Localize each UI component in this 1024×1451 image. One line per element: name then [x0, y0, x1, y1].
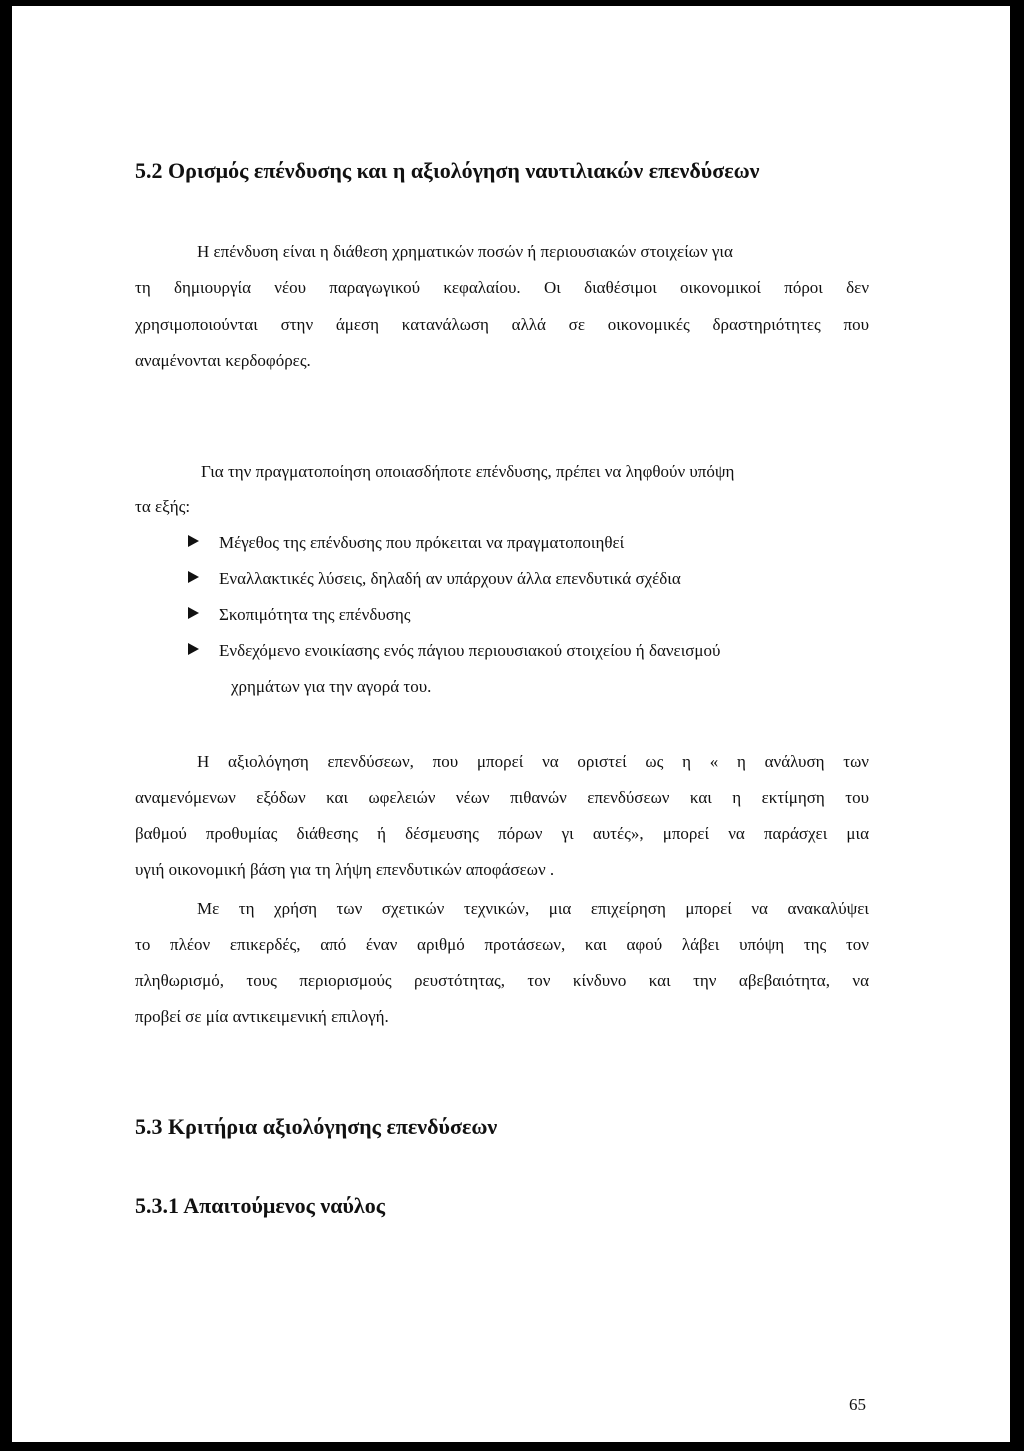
paragraph-2-line-2: τα εξής:: [135, 497, 191, 516]
bullet-item: [188, 605, 411, 625]
page-number: 65: [849, 1395, 866, 1414]
section-5-2-heading: 5.2 Ορισμός επένδυσης και η αξιολόγηση ναυτιλιακών επενδύσεων: [135, 158, 760, 183]
paragraph-1-line-2: τη δημιουργία νέου παραγωγικού κεφαλαίου. Οι διαθέσιμοι οικονομικοί πόροι δεν: [135, 278, 869, 297]
paragraph-1-line-4: αναμένονται κερδοφόρες.: [135, 351, 311, 370]
bullet-item: [188, 641, 720, 661]
bullet-text: Ενδεχόμενο ενοικίασης ενός πάγιου περιουσιακού στοιχείου ή δανεισμού: [219, 641, 721, 660]
bullet-item: [188, 533, 624, 553]
paragraph-4-line-4: προβεί σε μία αντικειμενική επιλογή.: [135, 1007, 389, 1026]
paragraph-3-line-4: υγιή οικονομική βάση για τη λήψη επενδυτικών αποφάσεων .: [135, 860, 555, 879]
section-5-3-1-heading: 5.3.1 Απαιτούμενος ναύλος: [135, 1193, 385, 1218]
section-5-3-heading: 5.3 Κριτήρια αξιολόγησης επενδύσεων: [135, 1114, 498, 1139]
bullet-continuation: χρημάτων για την αγορά του.: [231, 677, 432, 696]
bullet-text: Μέγεθος της επένδυσης που πρόκειται να πραγματοποιηθεί: [219, 533, 625, 552]
arrow-bullet-icon: [188, 535, 199, 547]
arrow-bullet-icon: [188, 643, 199, 655]
paragraph-4-line-3: πληθωρισμό, τους περιορισμούς ρευστότητας, τον κίνδυνο και την αβεβαιότητα, να: [135, 971, 869, 990]
bullet-text: Σκοπιμότητα της επένδυσης: [219, 605, 411, 624]
paragraph-3-line-1: Η αξιολόγηση επενδύσεων, που μπορεί να οριστεί ως η « η ανάλυση των: [197, 752, 869, 771]
paragraph-1-line-3: χρησιμοποιούνται στην άμεση κατανάλωση αλλά σε οικονομικές δραστηριότητες που: [135, 315, 869, 334]
paragraph-3-line-2: αναμενόμενων εξόδων και ωφελειών νέων πιθανών επενδύσεων και η εκτίμηση του: [135, 788, 869, 807]
document-page: [12, 6, 1010, 1442]
arrow-bullet-icon: [188, 571, 199, 583]
paragraph-2-line-1: Για την πραγματοποίηση οποιασδήποτε επένδυσης, πρέπει να ληφθούν υπόψη: [201, 462, 735, 481]
paragraph-3-line-3: βαθμού προθυμίας διάθεσης ή δέσμευσης πόρων γι αυτές», μπορεί να παράσχει μια: [135, 824, 869, 843]
bullet-item: [188, 569, 681, 589]
paragraph-4-line-2: το πλέον επικερδές, από έναν αριθμό προτάσεων, και αφού λάβει υπόψη της τον: [135, 935, 869, 954]
bullet-text: Εναλλακτικές λύσεις, δηλαδή αν υπάρχουν άλλα επενδυτικά σχέδια: [219, 569, 681, 588]
arrow-bullet-icon: [188, 607, 199, 619]
paragraph-4-line-1: Με τη χρήση των σχετικών τεχνικών, μια επιχείρηση μπορεί να ανακαλύψει: [197, 899, 869, 918]
paragraph-1-line-1: Η επένδυση είναι η διάθεση χρηματικών ποσών ή περιουσιακών στοιχείων για: [197, 242, 733, 261]
